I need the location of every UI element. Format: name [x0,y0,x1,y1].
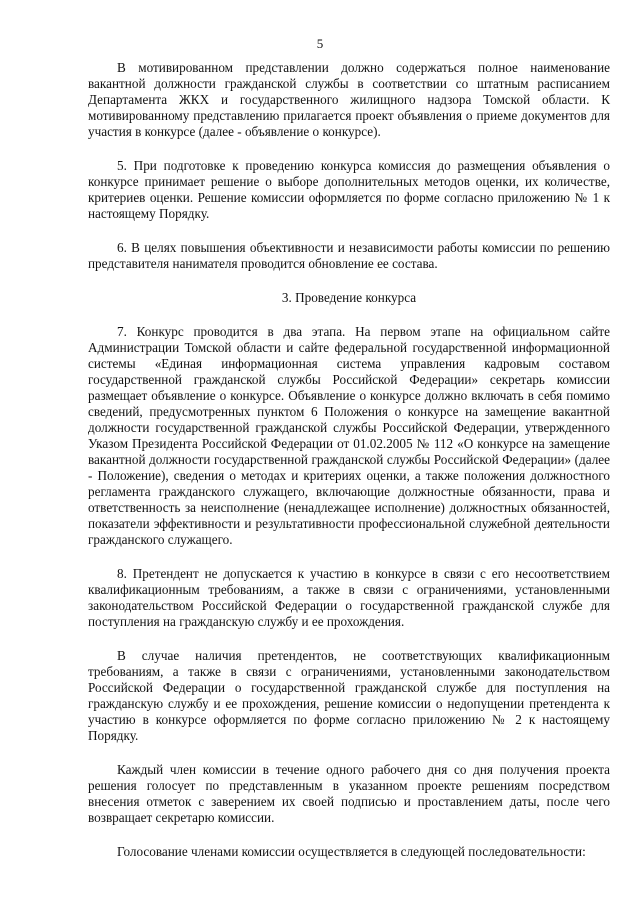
paragraph-nonadmission: В случае наличия претендентов, не соответствующих квалификационным требованиям, а также в связи с ограничениями, установленными законодательством Российской Федерации о государственной гражданской службе для поступления на гражданскую службу и ее прохождения, решение комиссии о недопущении претендента к участию в конкурсе оформляется по форме согласно приложению № 2 к настоящему Порядку. [88,648,610,743]
document-body [88,60,610,860]
paragraph-item-5: 5. При подготовке к проведению конкурса комиссия до размещения объявления о конкурсе принимает решение о выборе дополнительных методов оценки, их количестве, критериев оценки. Решение комиссии оформляется по форме согласно приложению № 1 к настоящему Порядку. [88,158,610,221]
section-heading: 3. Проведение конкурса [281,290,417,305]
paragraph-item-8: 8. Претендент не допускается к участию в конкурсе в связи с его несоответствием квалификационным требованиям, а также в связи с ограничениями, установленными законодательством Российской Федерации о государственной гражданской службе для поступления на гражданскую службу и ее прохождения. [88,566,610,629]
paragraph-voting-order: Голосование членами комиссии осуществляется в следующей последовательности: [117,844,586,859]
page-number: 5 [316,36,324,51]
paragraph-item-7: 7. Конкурс проводится в два этапа. На первом этапе на официальном сайте Администрации Томской области и сайте федеральной государственной информационной системы «Единая информационная система управления кадровым составом государственной гражданской службы Российской Федерации» секретарь комиссии размещает объявление о конкурсе. Объявление о конкурсе должно включать в себя помимо сведений, предусмотренных пунктом 6 Положения о конкурсе на замещение вакантной должности государственной гражданской службы Российской Федерации, утвержденного Указом Президента Российской Федерации от 01.02.2005 № 112 «О конкурсе на замещение вакантной должности государственной гражданской службы Российской Федерации» (далее - Положение), сведения о методах и критериях оценки, а также положения должностного регламента гражданского служащего, включающие должностные обязанности, права и ответственность за неисполнение (ненадлежащее исполнение) должностных обязанностей, показатели эффективности и результативности профессиональной служебной деятельности гражданского служащего. [88,324,610,547]
paragraph-member-voting: Каждый член комиссии в течение одного рабочего дня со дня получения проекта решения голосует по представленным в указанном проекте решениям посредством внесения отметок с заверением их своей подписью и проставлением даты, после чего возвращает секретарю комиссии. [88,762,610,825]
paragraph-item-6: 6. В целях повышения объективности и независимости работы комиссии по решению представителя нанимателя проводится обновление ее состава. [88,240,610,271]
paragraph-motivated-submission: В мотивированном представлении должно содержаться полное наименование вакантной должности гражданской службы в соответствии со штатным расписанием Департамента ЖКХ и государственного жилищного надзора Томской области. К мотивированному представлению прилагается проект объявления о приеме документов для участия в конкурсе (далее - объявление о конкурсе). [88,60,610,139]
